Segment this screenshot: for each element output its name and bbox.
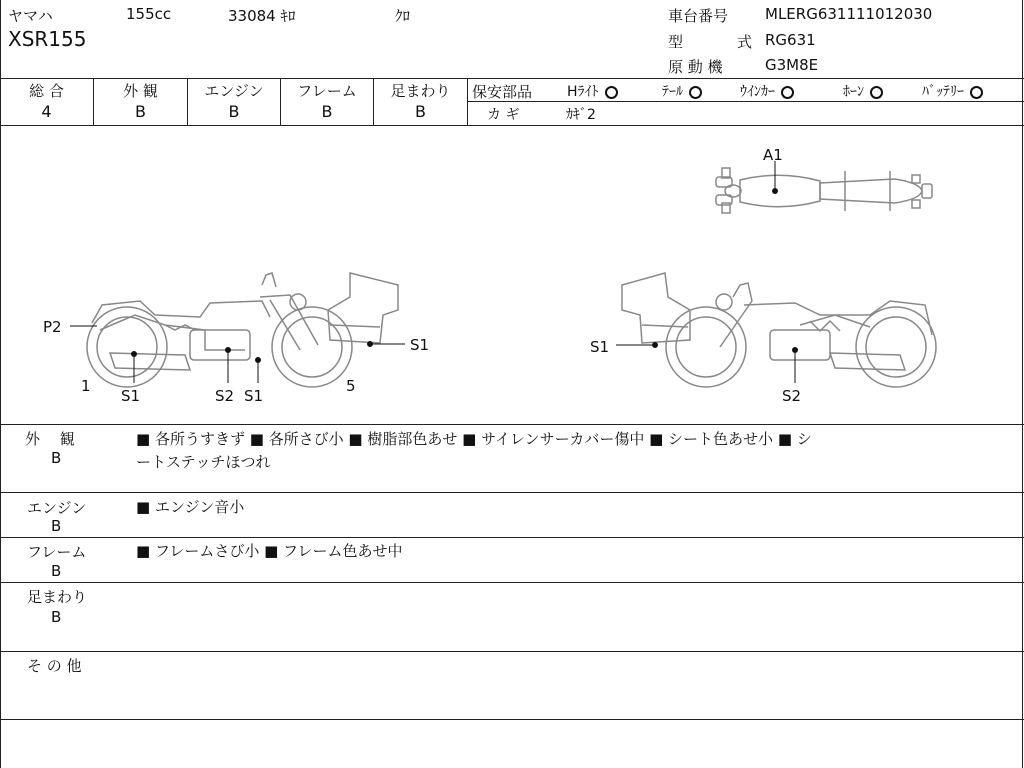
displacement: 155cc [126, 5, 172, 23]
note-text-frame: ■ フレームさび小 ■ フレーム色あせ中 [136, 542, 403, 560]
grade-label-exterior: 外 観 [123, 82, 158, 100]
type-label-b: 式 [737, 33, 753, 51]
note-grade-engine: B [51, 517, 62, 535]
label-s1-left: S1 [121, 387, 141, 405]
label-s2-left: S2 [215, 387, 235, 405]
ok-circle-icon [970, 86, 983, 99]
grade-label-overall: 総 合 [29, 82, 64, 100]
divider [467, 78, 468, 125]
note-text-exterior-2: ートステッチほつれ [136, 453, 271, 471]
engine-value: G3M8E [765, 56, 819, 74]
note-text-exterior-1: ■ 各所うすきず ■ 各所さび小 ■ 樹脂部色あせ ■ サイレンサーカバー傷中 ■ シート色あせ小 ■ シ [136, 430, 812, 448]
safety-item-headlight: Hﾗｲﾄ [567, 81, 618, 101]
safety-item-tail: ﾃｰﾙ [662, 81, 702, 101]
maker: ヤマハ [8, 7, 53, 25]
chassis-label: 車台番号 [668, 7, 729, 25]
note-category-suspension: 足まわり [27, 588, 88, 606]
right-side-motorcycle [622, 273, 936, 387]
type-value: RG631 [765, 31, 816, 49]
label-s2-right: S2 [782, 387, 802, 405]
label-s1-bag: S1 [410, 336, 430, 354]
grade-value-overall: 4 [41, 102, 52, 121]
divider [467, 101, 1024, 102]
label-s1-mid: S1 [244, 387, 264, 405]
mileage: 33084 ｷﾛ [228, 7, 296, 25]
top-view-motorcycle [716, 168, 932, 213]
grade-value-suspension: B [415, 102, 426, 121]
grade-value-exterior: B [135, 102, 146, 121]
color: ｸﾛ [395, 7, 411, 25]
safety-item-battery: ﾊﾞｯﾃﾘｰ [922, 81, 983, 101]
note-category-exterior: 外 観 [25, 430, 75, 448]
note-grade-suspension: B [51, 608, 62, 626]
label-s1-right: S1 [590, 338, 610, 356]
damage-diagram [0, 125, 1024, 425]
label-1: 1 [81, 377, 91, 395]
note-category-other: そ の 他 [27, 657, 82, 675]
model-name: XSR155 [8, 27, 87, 51]
grade-value-frame: B [321, 102, 333, 121]
note-category-engine: エンジン [27, 499, 87, 517]
divider [0, 651, 1024, 652]
note-grade-frame: B [51, 562, 62, 580]
divider [0, 492, 1024, 493]
engine-label: 原 動 機 [668, 58, 723, 76]
type-label-a: 型 [668, 33, 684, 51]
key-value: ｶｷﾞ2 [566, 107, 596, 123]
divider [0, 719, 1024, 720]
chassis-value: MLERG631111012030 [765, 5, 933, 23]
ok-circle-icon [781, 86, 794, 99]
ok-circle-icon [870, 86, 883, 99]
safety-label: 保安部品 [472, 83, 533, 101]
divider [0, 537, 1024, 538]
grade-value-engine: B [228, 102, 240, 121]
safety-item-horn: ﾎｰﾝ [843, 81, 883, 101]
note-text-engine: ■ エンジン音小 [136, 498, 245, 516]
grade-label-engine: エンジン [204, 82, 264, 100]
label-5: 5 [346, 377, 356, 395]
ok-circle-icon [689, 86, 702, 99]
label-p2: P2 [43, 318, 62, 336]
divider [0, 78, 1024, 79]
ok-circle-icon [605, 86, 618, 99]
note-grade-exterior: B [51, 449, 62, 467]
note-category-frame: フレーム [27, 543, 87, 561]
key-label: カ ギ [487, 107, 520, 123]
safety-item-winker: ｳｲﾝｶｰ [740, 81, 794, 101]
grade-label-suspension: 足まわり [390, 82, 451, 100]
grade-label-frame: フレーム [297, 82, 357, 100]
divider [0, 582, 1024, 583]
label-a1: A1 [763, 146, 783, 164]
